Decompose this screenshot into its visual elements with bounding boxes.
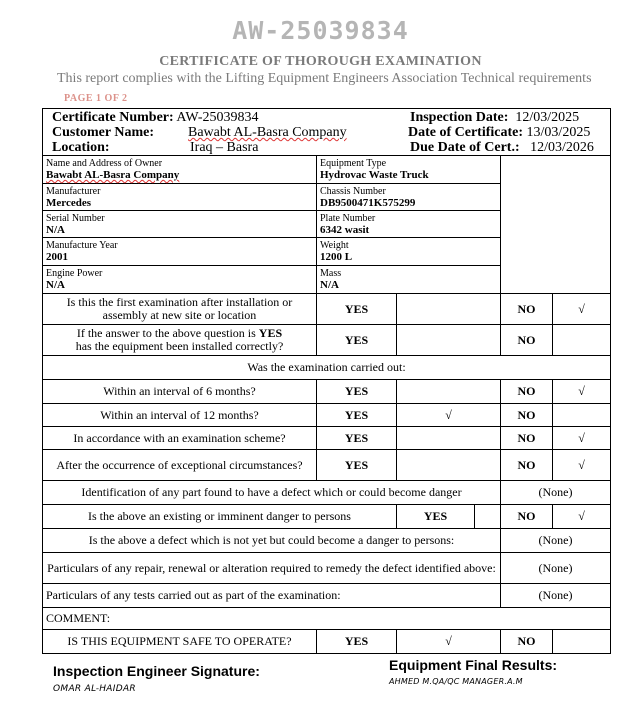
document-title: CERTIFICATE OF THOROUGH EXAMINATION [159, 54, 482, 69]
inspection-date-field: Inspection Date: 12/03/2025 [410, 110, 580, 125]
question-row-12-months: Within an interval of 12 months? YES √ NO [43, 404, 611, 427]
certificate-number-title: AW-25039834 [232, 16, 409, 45]
examination-table [42, 108, 611, 654]
serial-row: Serial Number N/A Plate Number 6342 wasit [43, 211, 611, 238]
manufacturer-row: Manufacturer Mercedes Chassis Number DB9500471K575299 [43, 184, 611, 211]
question-row-exam-scheme: In accordance with an examination scheme? YES NO √ [43, 427, 611, 450]
final-results-label: Equipment Final Results: [389, 657, 558, 673]
question-row-6-months: Within an interval of 6 months? YES NO √ [43, 380, 611, 404]
certificate-date-field: Date of Certificate: 13/03/2025 [408, 125, 591, 140]
customer-name-field: Customer Name: [52, 125, 154, 140]
year-row: Manufacture Year 2001 Weight 1200 L [43, 238, 611, 266]
safe-to-operate-row: IS THIS EQUIPMENT SAFE TO OPERATE? YES √ NO [43, 630, 611, 654]
repair-particulars-row: Particulars of any repair, renewal or alteration required to remedy the defect identified above: (None) [43, 553, 611, 584]
owner-row: Name and Address of Owner Bawabt AL-Basra Company Equipment Type Hydrovac Waste Truck [43, 156, 611, 184]
power-row: Engine Power N/A Mass N/A [43, 266, 611, 294]
location-field: Location: [52, 140, 110, 155]
potential-danger-row: Is the above a defect which is not yet but could become a danger to persons: (None) [43, 529, 611, 553]
question-row-installed-correctly: If the answer to the above question is YES has the equipment been installed correctly? YES NO [43, 325, 611, 356]
question-row-first-exam: Is this the first examination after installation or assembly at new site or location YES NO √ [43, 294, 611, 325]
cert-number-field: Certificate Number: AW-25039834 [52, 110, 259, 125]
location-value: Iraq – Basra [190, 140, 259, 155]
imminent-danger-row: Is the above an existing or imminent danger to persons YES NO √ [43, 505, 611, 529]
inspection-engineer-name: OMAR AL-HAIDAR [53, 684, 136, 694]
carried-out-row: Was the examination carried out: [43, 356, 611, 380]
customer-name-value: Bawabt AL-Basra Company [188, 125, 347, 140]
due-date-field: Due Date of Cert.: 12/03/2026 [410, 140, 594, 155]
compliance-statement: This report complies with the Lifting Equipment Engineers Association Technical requirements [57, 71, 592, 86]
inspection-engineer-signature-label: Inspection Engineer Signature: [53, 663, 260, 679]
defect-identification-row: Identification of any part found to have a defect which or could become danger (None) [43, 481, 611, 505]
question-row-exceptional: After the occurrence of exceptional circumstances? YES NO √ [43, 450, 611, 481]
test-particulars-row: Particulars of any tests carried out as part of the examination: (None) [43, 584, 611, 608]
certificate-header-row [43, 109, 611, 156]
page-indicator: PAGE 1 OF 2 [64, 93, 128, 104]
final-results-signatory: AHMED M.QA/QC MANAGER.A.M [389, 677, 523, 686]
comment-row: COMMENT: [43, 608, 611, 630]
